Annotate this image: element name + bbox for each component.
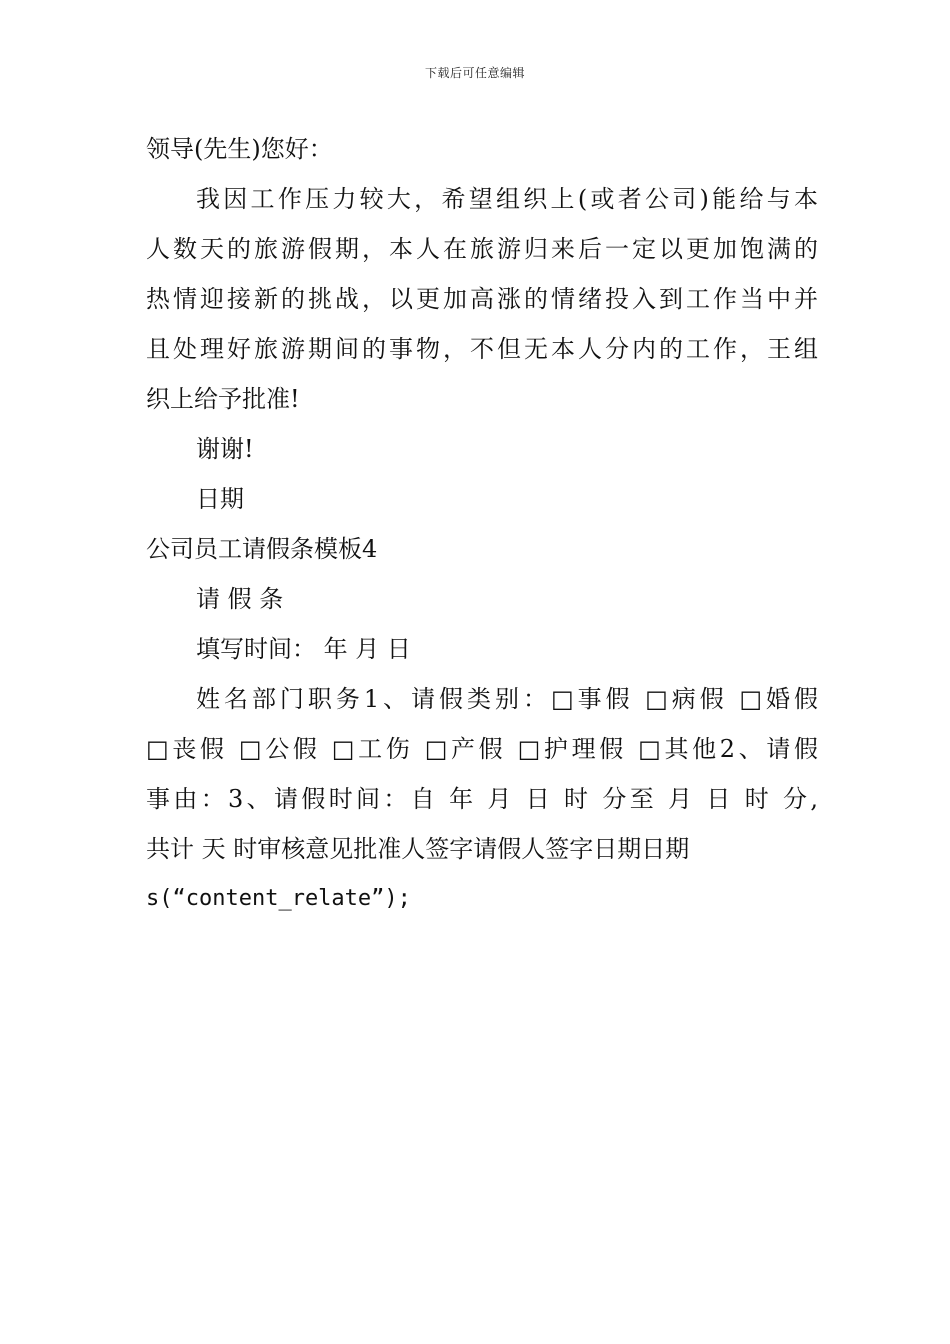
fill-time-line: 填写时间： 年 月 日 <box>196 635 411 663</box>
body-paragraph-line: 人数天的旅游假期，本人在旅游归来后一定以更加饱满的 <box>146 235 818 263</box>
page-header: 下载后可任意编辑 <box>424 66 525 80</box>
form-fields-line: 共计 天 时审核意见批准人签字请假人签字日期日期 <box>146 835 690 863</box>
form-fields-line: 姓名部门职务1、请假类别：□事假 □病假 □婚假 <box>196 685 818 713</box>
form-title: 请 假 条 <box>196 585 284 613</box>
form-fields-line: 事由：3、请假时间：自 年 月 日 时 分至 月 日 时 分, <box>146 785 818 813</box>
body-paragraph-line: 热情迎接新的挑战，以更加高涨的情绪投入到工作当中并 <box>146 285 818 313</box>
body-paragraph-line: 织上给予批准! <box>146 385 300 413</box>
code-line: s(“content_relate”); <box>146 886 411 911</box>
section-title: 公司员工请假条模板4 <box>146 535 378 563</box>
form-fields-line: □丧假 □公假 □工伤 □产假 □护理假 □其他2、请假 <box>146 735 818 763</box>
document-body <box>146 128 818 928</box>
salutation-line: 领导(先生)您好： <box>146 135 333 163</box>
body-paragraph-line: 我因工作压力较大，希望组织上(或者公司)能给与本 <box>196 185 818 213</box>
date-line: 日期 <box>196 485 244 513</box>
body-paragraph-line: 且处理好旅游期间的事物，不但无本人分内的工作，王组 <box>146 335 818 363</box>
thanks-line: 谢谢! <box>196 435 254 463</box>
